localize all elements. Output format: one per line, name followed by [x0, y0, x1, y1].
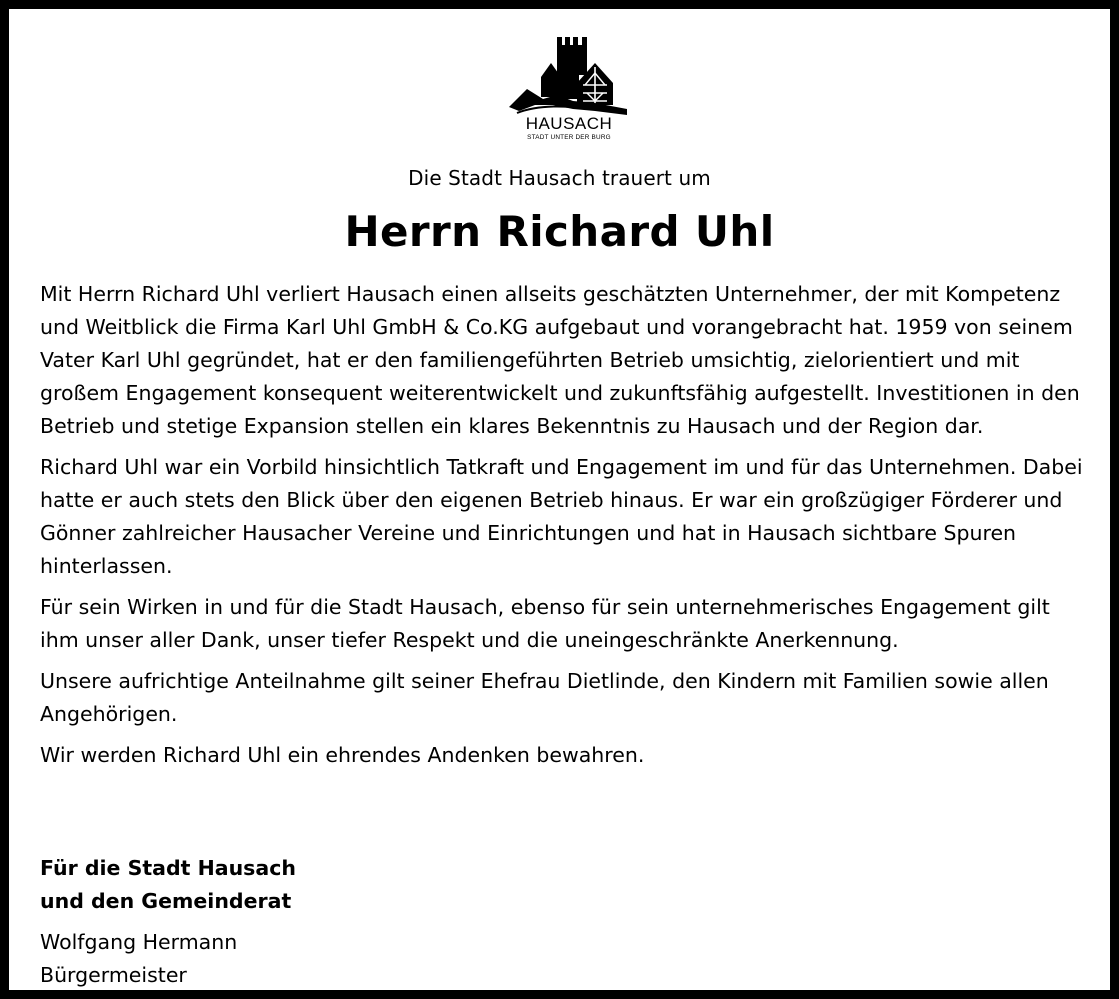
paragraph-remembrance: Wir werden Richard Uhl ein ehrendes Andenken bewahren.: [40, 743, 645, 767]
org-line-1: Für die Stadt Hausach: [40, 856, 296, 880]
paragraph-tribute: Mit Herrn Richard Uhl verliert Hausach einen allseits geschätzten Unternehmer, der mit Kompetenz und Weitblick die Firma Karl Uhl GmbH & Co.KG aufgebaut und vorangebracht hat. 1959 von seinem Vater Karl Uhl gegründet, hat er den familiengeführten Betrieb umsichtig, zielorientiert und mit großem Engagement konsequent weiterentwickelt und zukunftsfähig aufgestellt. Investitionen in den Betrieb und stetige Expansion stellen ein klares Bekenntnis zu Hausach und der Region dar.: [40, 282, 1080, 438]
paragraph-gratitude: Für sein Wirken in und für die Stadt Hausach, ebenso für sein unternehmerisches Engagement gilt ihm unser aller Dank, unser tiefer Respekt und die uneingeschränkte Anerkennung.: [40, 595, 1050, 652]
castle-town-emblem-icon: [503, 29, 633, 141]
signatory: [40, 926, 640, 992]
signatory-name: Wolfgang Hermann: [40, 930, 238, 954]
paragraph-condolence: Unsere aufrichtige Anteilnahme gilt seiner Ehefrau Dietlinde, den Kindern mit Familien sowie allen Angehörigen.: [40, 669, 1049, 726]
deceased-name-heading: Herrn Richard Uhl: [344, 207, 775, 256]
svg-text:STADT UNTER DER BURG: STADT UNTER DER BURG: [527, 134, 611, 141]
hausach-logo: [503, 29, 633, 141]
obituary-body: [40, 278, 1090, 780]
org-line-2: und den Gemeinderat: [40, 889, 292, 913]
intro-line: Die Stadt Hausach trauert um: [408, 166, 711, 190]
signature-block: [40, 852, 640, 992]
paragraph-role-model: Richard Uhl war ein Vorbild hinsichtlich Tatkraft und Engagement im und für das Unternehmen. Dabei hatte er auch stets den Blick über den eigenen Betrieb hinaus. Er war ein großzügiger Förderer und Gönner zahlreicher Hausacher Vereine und Einrichtungen und hat in Hausach sichtbare Spuren hinterlassen.: [40, 455, 1083, 578]
svg-text:HAUSACH: HAUSACH: [525, 114, 613, 133]
signing-organization: [40, 852, 640, 918]
signatory-title: Bürgermeister: [40, 963, 187, 987]
